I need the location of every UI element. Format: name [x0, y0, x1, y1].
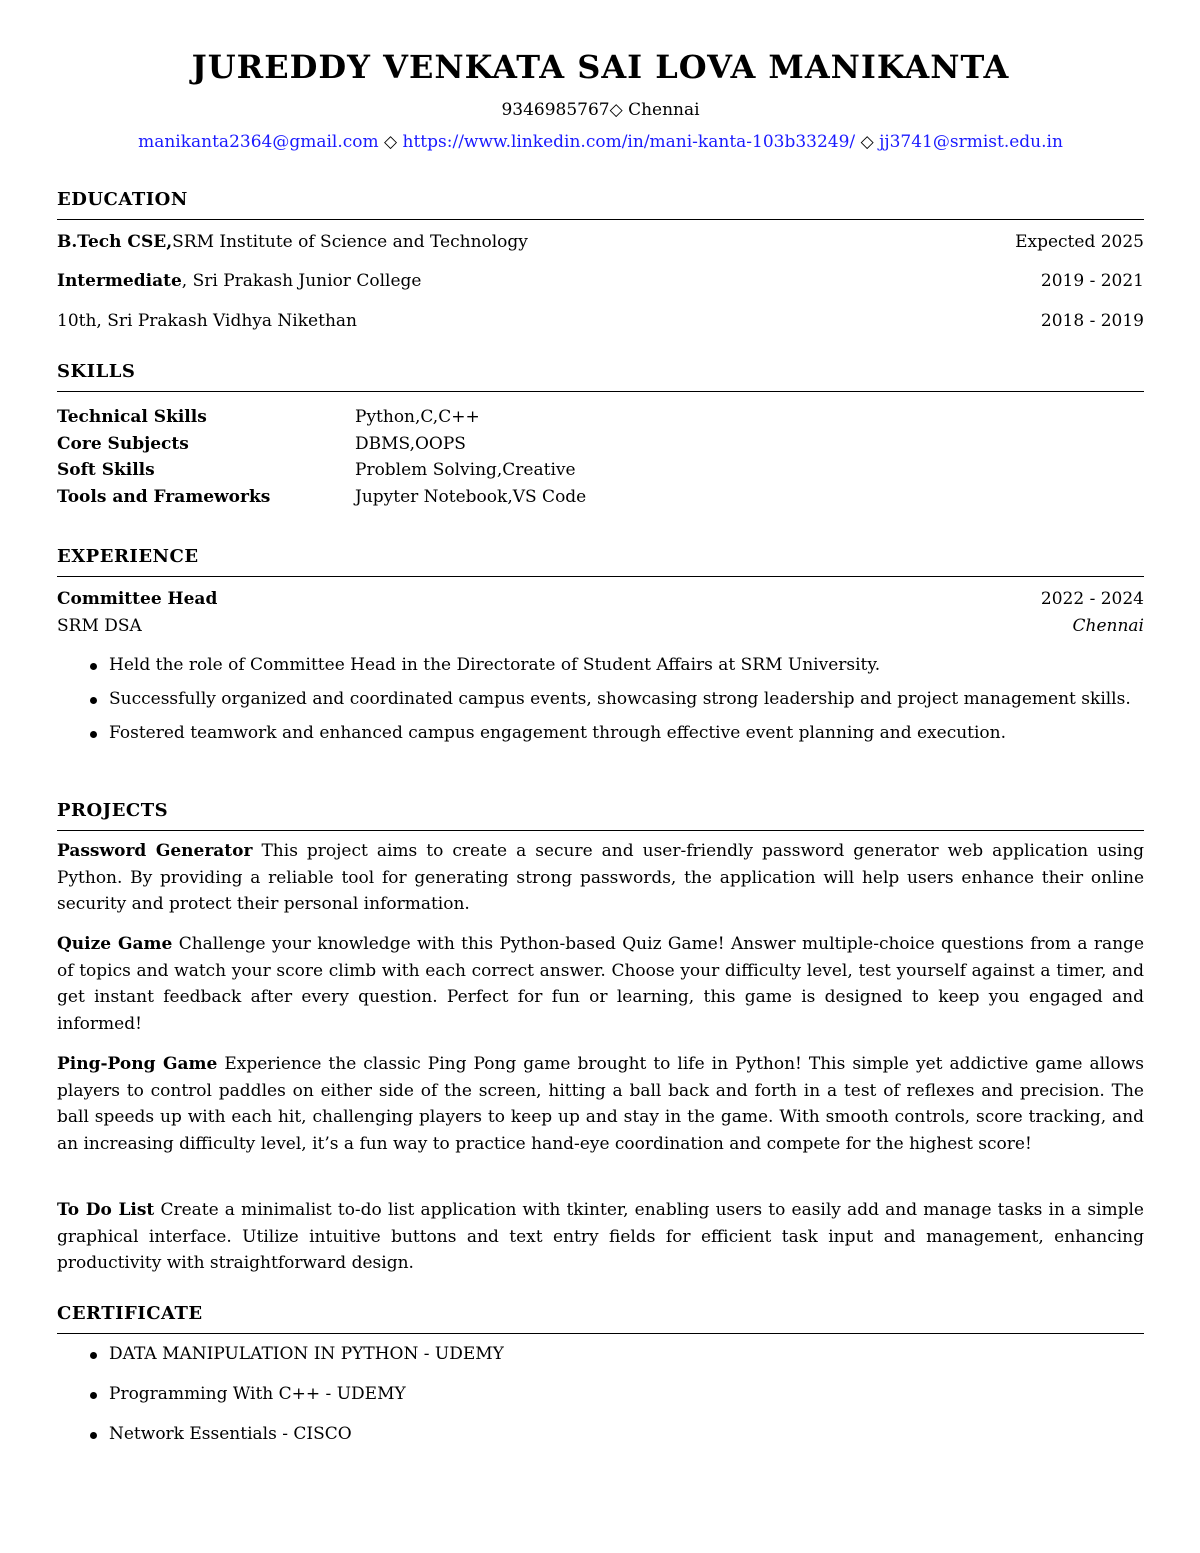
skill-key: Technical Skills: [57, 407, 207, 427]
bullet-icon: [90, 697, 97, 704]
project-desc: This project aims to create a secure and user-friendly password generator web application using Python. By providing a reliable tool for generating strong passwords, the application will help users enhance their online security and protect their personal information.: [57, 841, 1145, 914]
project-name: Quize Game: [57, 934, 173, 954]
bullet-icon: [90, 663, 97, 670]
certificate-text: Programming With C++ - UDEMY: [109, 1384, 406, 1404]
bullet-icon: [90, 1392, 97, 1399]
skill-value: Jupyter Notebook,VS Code: [355, 487, 587, 507]
experience-header: [57, 588, 1144, 610]
certificate-text: DATA MANIPULATION IN PYTHON - UDEMY: [109, 1344, 504, 1364]
bullet-text: Fostered teamwork and enhanced campus engagement through effective event planning and execution.: [109, 723, 1007, 743]
email-link[interactable]: manikanta2364@gmail.com: [138, 132, 379, 152]
skills-divider: [57, 391, 1144, 392]
experience-dates: 2022 - 2024: [1040, 589, 1144, 609]
certificate-text: Network Essentials - CISCO: [109, 1424, 352, 1444]
edu-email-link[interactable]: jj3741@srmist.edu.in: [879, 132, 1063, 152]
education-row: [57, 310, 1144, 332]
education-section: [57, 189, 1144, 220]
experience-divider: [57, 576, 1144, 577]
projects-title: PROJECTS: [57, 800, 169, 821]
list-item: [57, 652, 1144, 678]
linkedin-link[interactable]: https://www.linkedin.com/in/mani-kanta-103b33249/: [402, 132, 856, 152]
certificate-section: [57, 1303, 1144, 1334]
certificate-list: [57, 1341, 1144, 1447]
phone-location: 9346985767◇ Chennai: [501, 100, 700, 120]
education-date: 2018 - 2019: [1040, 311, 1144, 331]
experience-title: EXPERIENCE: [57, 546, 199, 567]
project-desc: Create a minimalist to-do list application with tkinter, enabling users to easily add and manage tasks in a simple graphical interface. Utilize intuitive buttons and text entry fields for efficient task input and management, enhancing productivity with straightforward design.: [57, 1200, 1144, 1273]
education-school: 10th, Sri Prakash Vidhya Nikethan: [57, 311, 357, 331]
experience-subheader: [57, 615, 1144, 637]
education-degree: Intermediate: [57, 271, 182, 291]
project-item: [57, 838, 1144, 918]
education-school: , Sri Prakash Junior College: [181, 271, 422, 291]
experience-bullets: [57, 652, 1144, 746]
projects-section: [57, 800, 1144, 831]
list-item: [57, 1381, 1144, 1407]
experience-section: [57, 546, 1144, 577]
certificate-divider: [57, 1333, 1144, 1334]
project-item: [57, 1197, 1144, 1277]
project-name: Password Generator: [57, 841, 253, 861]
experience-location: Chennai: [1072, 616, 1144, 636]
project-item: [57, 1051, 1144, 1157]
education-divider: [57, 219, 1144, 220]
list-item: [57, 1421, 1144, 1447]
education-degree: B.Tech CSE,: [57, 232, 173, 252]
skill-value: DBMS,OOPS: [355, 434, 466, 454]
contact-links: [57, 132, 1144, 152]
education-row: [57, 270, 1144, 292]
project-desc: Challenge your knowledge with this Python-based Quiz Game! Answer multiple-choice questions from a range of topics and watch your score climb with each correct answer. Choose your difficulty level, test yourself against a timer, and get instant feedback after every question. Perfect for fun or learning, this game is designed to keep you engaged and informed!: [57, 934, 1144, 1034]
skill-key: Core Subjects: [57, 434, 189, 454]
separator-1: ◇: [384, 132, 398, 152]
bullet-icon: [90, 731, 97, 738]
list-item: [57, 720, 1144, 746]
skill-key: Soft Skills: [57, 460, 155, 480]
project-name: Ping-Pong Game: [57, 1054, 218, 1074]
certificate-title: CERTIFICATE: [57, 1303, 203, 1324]
skill-key: Tools and Frameworks: [57, 487, 271, 507]
bullet-text: Held the role of Committee Head in the Directorate of Student Affairs at SRM University.: [109, 655, 881, 675]
project-desc: Experience the classic Ping Pong game brought to life in Python! This simple yet addictive game allows players to control paddles on either side of the screen, hitting a ball back and forth in a test of reflexes and precision. The ball speeds up with each hit, challenging players to keep up and stay in the game. With smooth controls, score tracking, and an increasing difficulty level, it’s a fun way to practice hand-eye coordination and compete for the highest score!: [57, 1054, 1144, 1154]
skill-value: Python,C,C++: [355, 407, 480, 427]
experience-role: Committee Head: [57, 589, 218, 609]
education-school: SRM Institute of Science and Technology: [172, 232, 528, 252]
education-row: [57, 231, 1144, 253]
list-item: [57, 686, 1144, 712]
experience-org: SRM DSA: [57, 616, 142, 636]
projects-divider: [57, 830, 1144, 831]
education-title: EDUCATION: [57, 189, 188, 210]
bullet-icon: [90, 1352, 97, 1359]
bullet-text: Successfully organized and coordinated campus events, showcasing strong leadership and project management skills.: [109, 689, 1131, 709]
project-name: To Do List: [57, 1200, 155, 1220]
education-date: 2019 - 2021: [1040, 271, 1144, 291]
bullet-icon: [90, 1432, 97, 1439]
project-item: [57, 931, 1144, 1037]
separator-2: ◇: [860, 132, 874, 152]
education-date: Expected 2025: [1015, 232, 1144, 252]
skills-section: [57, 361, 1144, 392]
list-item: [57, 1341, 1144, 1367]
skill-value: Problem Solving,Creative: [355, 460, 576, 480]
candidate-name: JUREDDY VENKATA SAI LOVA MANIKANTA: [191, 48, 1010, 86]
skills-title: SKILLS: [57, 361, 136, 382]
